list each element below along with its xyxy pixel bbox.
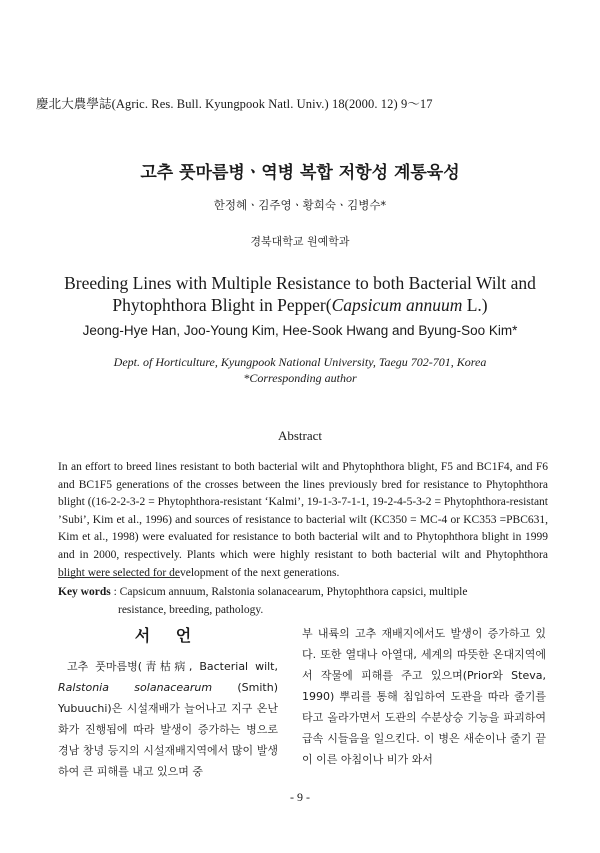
intro-right-column: 부 내륙의 고추 재배지에서도 발생이 증가하고 있다. 또한 열대나 아열대, 세계의 따뜻한 온대지역에서 작물에 피해를 주고 있으며(Prior와 Steva, 1990) 뿌리를 통해 침입하여 도관을 따라 줄기를 타고 올라가면서 도관의 수분상승 기능을 파괴하여 급속 시들음을 일으킨다. 이 병은 새순이나 줄기 끝이 이른 아침이나 비가 와서 xyxy=(302,627,546,766)
keywords-divider xyxy=(58,577,180,578)
keywords-block xyxy=(58,583,548,619)
english-authors: Jeong-Hye Han, Joo-Young Kim, Hee-Sook Hwang and Byung-Soo Kim* xyxy=(82,323,518,338)
keywords-text-1: Capsicum annuum, Ralstonia solanacearum, Phytophthora capsici, multiple xyxy=(119,586,468,598)
keywords-label: Key words xyxy=(58,586,111,598)
english-title-species: Capsicum annuum xyxy=(331,295,463,315)
abstract-body: In an effort to breed lines resistant to both bacterial wilt and Phytophthora blight, F5 and BC1F4, and F6 and BC1F5 generations of the crosses between the lines previously bred for resistance to Phytophthora blight ((16-2-2-3-2 = Phytophthora-resistant ‘Kalmi’, 19-1-3-7-1-1, 19-2-4-5-3-2 = Phytophthora-resistant ’Subi’, Kim et al., 1996) and sources of resistance to bacterial wilt (KC350 = MC-4 or KC353 =PBC631, Kim et al., 1998) were evaluated for resistance to both bacterial wilt and to Phytophthora blight in 1999 and in 2000, respectively. Plants which were highly resistant to both bacterial wilt and Phytophthora blight were selected for development of the next generations. xyxy=(58,461,548,579)
corresponding-author-note: *Corresponding author xyxy=(243,371,357,385)
intro-left-column xyxy=(58,656,278,782)
english-affiliation-block xyxy=(0,354,600,386)
keywords-line-2: resistance, breeding, pathology. xyxy=(118,604,264,616)
journal-citation: 慶北大農學誌(Agric. Res. Bull. Kyungpook Natl. Univ.) 18(2000. 12) 9～17 xyxy=(36,97,433,111)
intro-left-species: Ralstonia solanacearum xyxy=(58,681,213,694)
korean-affiliation: 경북대학교 원예학과 xyxy=(250,235,350,248)
keywords-line-1: Key words : Capsicum annuum, Ralstonia solanacearum, Phytophthora capsici, multiple xyxy=(58,586,468,598)
korean-authors: 한정혜ㆍ김주영ㆍ황희숙ㆍ김병수* xyxy=(213,198,387,212)
english-affiliation: Dept. of Horticulture, Kyungpook National University, Taegu 702-701, Korea xyxy=(113,355,487,369)
abstract-heading: Abstract xyxy=(277,428,323,443)
intro-left-text-2: (Smith) Yubuuchi)은 시설재배가 늘어나고 지구 온난화가 진행됨에 따라 발생이 증가하는 병으로 경남 창녕 등지의 시설재배지역에서 많이 발생하여 큰 피해를 내고 있으며 중 xyxy=(58,681,278,778)
english-title-part1: Breeding Lines with Multiple Resistance to both Bacterial Wilt and Phytophthora Blight in Pepper( xyxy=(64,273,536,315)
page-number: - 9 - xyxy=(290,790,310,804)
korean-title: 고추 풋마름병ㆍ역병 복합 저항성 계통육성 xyxy=(140,163,460,183)
introduction-heading: 서 언 xyxy=(134,626,202,645)
english-title-part2: L.) xyxy=(462,295,488,315)
intro-left-text-1: 고추 풋마름병(靑枯病, Bacterial wilt, xyxy=(67,660,278,673)
english-title xyxy=(40,272,560,316)
